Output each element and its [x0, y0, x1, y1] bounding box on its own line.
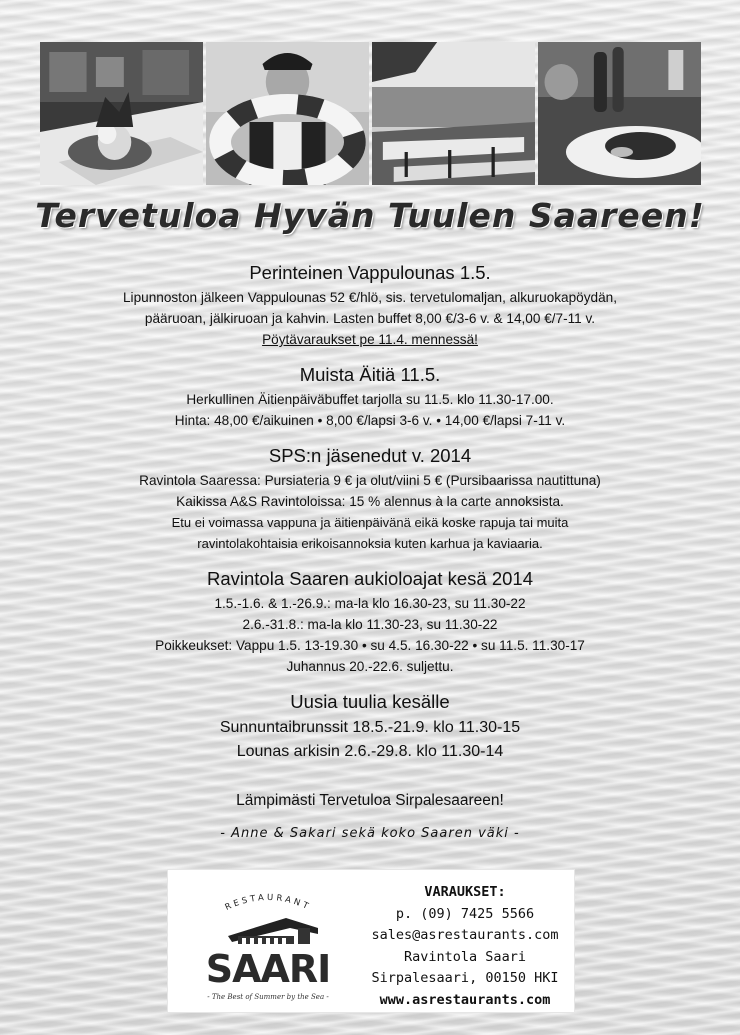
logo-top-text: RESTAURANT [223, 892, 313, 913]
hours-line-2: 2.6.-31.8.: ma-la klo 11.30-23, su 11.30-22 [242, 617, 498, 632]
contact-email[interactable]: sales@asrestaurants.com [371, 927, 559, 943]
reservations-heading: VARAUKSET: [424, 884, 506, 900]
contact-phone[interactable]: p. (09) 7425 5566 [395, 905, 535, 922]
photo-strip [40, 42, 701, 185]
photo-man-lifering [206, 42, 369, 185]
page-title: Tervetuloa Hyvän Tuulen Saareen! [35, 196, 705, 235]
contact-website[interactable]: www.asrestaurants.com [379, 991, 551, 1008]
sps-line-4: ravintolakohtaisia erikoisannoksia kuten karhua ja kaviaaria. [197, 536, 543, 551]
vappu-line-2: pääruoan, jälkiruoan ja kahvin. Lasten buffet 8,00 €/3-6 v. & 14,00 €/7-11 v. [144, 311, 596, 326]
vappu-heading: Perinteinen Vappulounas 1.5. [249, 262, 491, 283]
photo-terrace [372, 42, 535, 185]
logo-name: SAARI [205, 947, 331, 991]
contact-details [368, 882, 562, 1011]
photo-dish [40, 42, 203, 185]
contact-name: Ravintola Saari [404, 948, 526, 965]
signature: - Anne & Sakari sekä koko Saaren väki - [220, 826, 520, 841]
contact-card [167, 869, 575, 1013]
section-hours [0, 568, 740, 677]
sps-line-3: Etu ei voimassa vappuna ja äitienpäivänä eikä koske rapuja tai muita [171, 515, 569, 530]
photo-food-plate [538, 42, 701, 185]
section-vappu [0, 262, 740, 350]
section-uusia [0, 691, 740, 764]
aiti-line-2: Hinta: 48,00 €/aikuinen • 8,00 €/lapsi 3-6 v. • 14,00 €/lapsi 7-11 v. [174, 413, 566, 428]
hours-heading: Ravintola Saaren aukioloajat kesä 2014 [206, 568, 534, 589]
main-content [0, 262, 740, 841]
vappu-line-1: Lipunnoston jälkeen Vappulounas 52 €/hlö, sis. tervetulomaljan, alkuruokapöydän, [123, 290, 617, 305]
building-icon [228, 918, 318, 944]
sps-line-2: Kaikissa A&S Ravintoloissa: 15 % alennus à la carte annoksista. [176, 494, 564, 509]
aiti-heading: Muista Äitiä 11.5. [299, 364, 441, 385]
section-aiti [0, 364, 740, 431]
hours-line-1: 1.5.-1.6. & 1.-26.9.: ma-la klo 16.30-23, su 11.30-22 [214, 596, 526, 611]
sps-line-1: Ravintola Saaressa: Pursiateria 9 € ja olut/viini 5 € (Pursibaarissa nautittuna) [139, 473, 601, 488]
uusia-heading: Uusia tuulia kesälle [290, 691, 450, 712]
logo-tagline: - The Best of Summer by the Sea - [207, 993, 329, 1001]
svg-text:RESTAURANT [224, 893, 313, 913]
saari-logo [198, 884, 338, 1002]
hours-line-4: Juhannus 20.-22.6. suljettu. [286, 659, 454, 674]
section-sps [0, 445, 740, 554]
hours-line-3: Poikkeukset: Vappu 1.5. 13-19.30 • su 4.5. 16.30-22 • su 11.5. 11.30-17 [155, 638, 585, 653]
sps-heading: SPS:n jäsenedut v. 2014 [268, 445, 472, 466]
uusia-line-1: Sunnuntaibrunssit 18.5.-21.9. klo 11.30-15 [219, 719, 521, 736]
uusia-line-2: Lounas arkisin 2.6.-29.8. klo 11.30-14 [236, 743, 504, 760]
vappu-reservation-note: Pöytävaraukset pe 11.4. mennessä! [262, 332, 478, 347]
contact-address: Sirpalesaari, 00150 HKI [371, 970, 559, 986]
closing-greeting: Lämpimästi Tervetuloa Sirpalesaareen! [236, 792, 504, 809]
aiti-line-1: Herkullinen Äitienpäiväbuffet tarjolla su 11.5. klo 11.30-17.00. [186, 392, 554, 407]
